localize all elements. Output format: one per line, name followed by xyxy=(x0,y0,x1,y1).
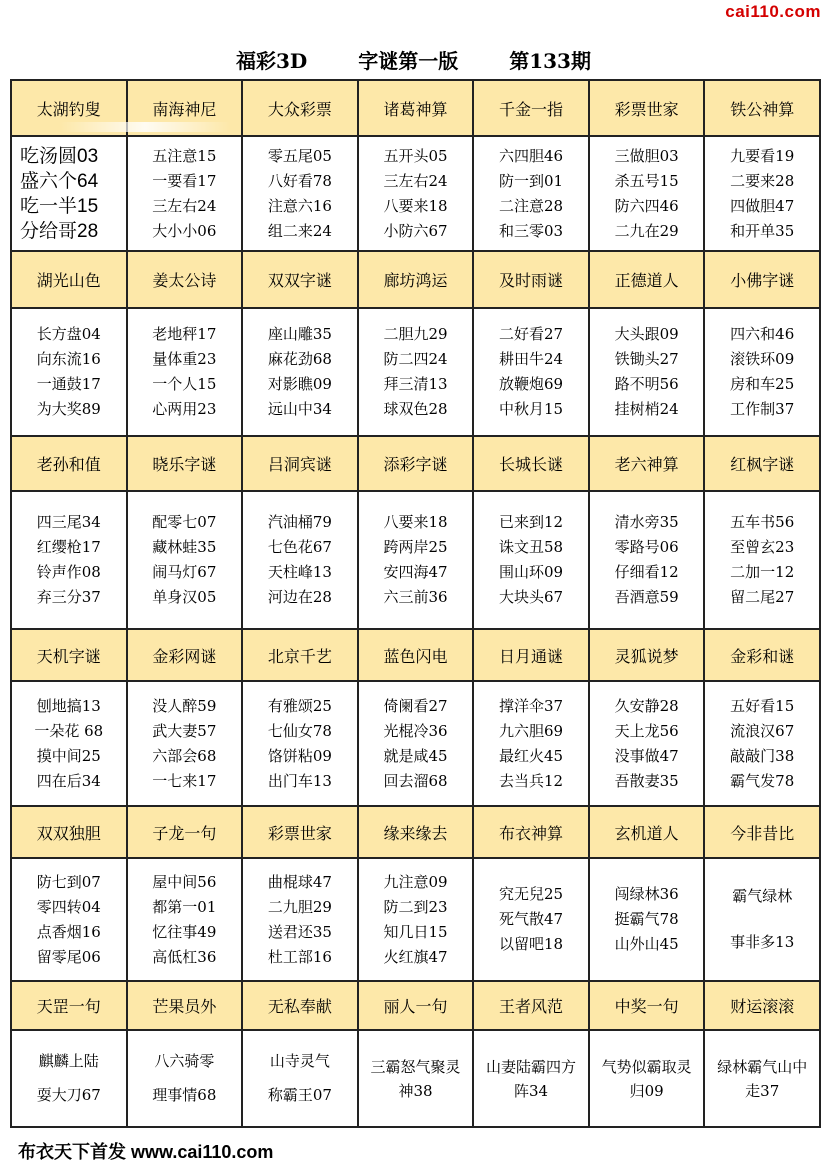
riddle-line: 放鞭炮69 xyxy=(499,375,564,393)
riddle-cell xyxy=(590,859,706,982)
riddle-line: 耕田牛24 xyxy=(499,350,564,368)
riddle-line: 和开单35 xyxy=(730,221,795,240)
riddle-line: 仔细看12 xyxy=(614,563,679,581)
riddle-line: 安四海47 xyxy=(383,563,448,581)
riddle-line: 麒麟上陆 xyxy=(38,1052,99,1071)
riddle-cell xyxy=(243,682,359,807)
riddle-line: 至曾玄23 xyxy=(730,538,795,556)
riddle-line: 九六胆69 xyxy=(499,721,564,740)
riddle-line: 天柱峰13 xyxy=(267,563,332,581)
riddle-cell xyxy=(359,137,475,252)
riddle-line: 四三尾34 xyxy=(36,513,101,531)
riddle-line: 三霸怒气聚灵神38 xyxy=(370,1057,461,1100)
riddle-line: 山外山45 xyxy=(614,935,679,953)
riddle-line: 挂树梢24 xyxy=(614,400,679,418)
riddle-line: 铃声作08 xyxy=(36,563,101,581)
riddle-line: 铁锄头27 xyxy=(614,350,679,368)
riddle-line: 九注意09 xyxy=(383,872,448,891)
riddle-line: 六四胆46 xyxy=(499,146,564,165)
column-header: 长城长谜 xyxy=(474,437,590,492)
column-header: 中奖一句 xyxy=(590,982,706,1031)
riddle-line: 球双色28 xyxy=(383,400,448,418)
riddle-line: 事非多13 xyxy=(730,933,795,952)
issue-number: 第133期 xyxy=(509,49,591,73)
riddle-cell xyxy=(705,859,821,982)
riddle-line: 闹马灯67 xyxy=(152,563,217,581)
riddle-cell xyxy=(359,492,475,630)
riddle-cell xyxy=(474,309,590,437)
column-header: 正德道人 xyxy=(590,252,706,309)
riddle-line: 远山中34 xyxy=(267,400,332,418)
column-header: 添彩字谜 xyxy=(359,437,475,492)
column-header: 天机字谜 xyxy=(12,630,128,682)
riddle-line: 房和车25 xyxy=(730,375,795,393)
riddle-line: 分给哥28 xyxy=(20,220,99,242)
riddle-line: 四做胆47 xyxy=(730,196,795,215)
riddle-line: 曲棍球47 xyxy=(267,872,332,891)
riddle-line: 闯绿林36 xyxy=(614,885,679,903)
riddle-line: 八六骑零 xyxy=(154,1052,215,1071)
riddle-line: 诛文丑58 xyxy=(499,538,564,556)
riddle-cell xyxy=(128,309,244,437)
riddle-line: 拜三清13 xyxy=(383,375,448,393)
riddle-cell xyxy=(128,492,244,630)
riddle-line: 滚铁环09 xyxy=(730,350,795,368)
column-header: 湖光山色 xyxy=(12,252,128,309)
column-header: 千金一指 xyxy=(474,81,590,137)
riddle-cell xyxy=(12,492,128,630)
riddle-line: 出门车13 xyxy=(267,771,332,790)
column-header: 今非昔比 xyxy=(705,807,821,859)
riddle-line: 理事情68 xyxy=(152,1085,217,1104)
riddle-line: 气势似霸取灵归09 xyxy=(601,1057,692,1100)
riddle-line: 已来到12 xyxy=(499,513,564,531)
riddle-cell xyxy=(243,859,359,982)
riddle-line: 没事做47 xyxy=(614,746,679,765)
column-header: 日月通谜 xyxy=(474,630,590,682)
riddle-cell xyxy=(474,859,590,982)
riddle-line: 二加一12 xyxy=(730,563,795,581)
riddle-line: 为大奖89 xyxy=(36,400,101,418)
riddle-cell xyxy=(12,1031,128,1128)
riddle-line: 摸中间25 xyxy=(36,746,101,765)
riddle-line: 弃三分37 xyxy=(36,588,101,606)
riddle-line: 防六四46 xyxy=(614,196,679,215)
riddle-line: 盛六个64 xyxy=(20,170,99,192)
riddle-line: 六部会68 xyxy=(152,746,217,765)
column-header: 彩票世家 xyxy=(243,807,359,859)
column-header: 小佛字谜 xyxy=(705,252,821,309)
riddle-line: 河边在28 xyxy=(267,588,332,606)
riddle-line: 知几日15 xyxy=(383,922,448,941)
riddle-line: 霸气绿林 xyxy=(732,886,793,905)
riddle-line: 流浪汉67 xyxy=(730,721,795,740)
riddle-cell xyxy=(359,1031,475,1128)
riddle-cell xyxy=(243,1031,359,1128)
riddle-line: 称霸王07 xyxy=(267,1085,332,1104)
riddle-line: 量体重23 xyxy=(152,350,217,368)
edition-title: 字谜第一版 xyxy=(358,49,459,73)
riddle-cell xyxy=(12,137,128,252)
riddle-cell xyxy=(590,682,706,807)
riddle-line: 防一到01 xyxy=(499,171,564,190)
riddle-line: 九要看19 xyxy=(730,146,795,165)
riddle-line: 注意六16 xyxy=(267,196,332,215)
riddle-line: 麻花劲68 xyxy=(267,350,332,368)
riddle-line: 就是咸45 xyxy=(383,746,448,765)
riddle-line: 火红旗47 xyxy=(383,947,448,966)
riddle-cell xyxy=(243,137,359,252)
riddle-line: 以留吧18 xyxy=(499,935,564,953)
riddle-line: 三做胆03 xyxy=(614,146,679,165)
riddle-line: 零路号06 xyxy=(614,538,679,556)
riddle-line: 五注意15 xyxy=(152,146,217,165)
riddle-line: 霸气发78 xyxy=(730,771,795,790)
riddle-line: 五车书56 xyxy=(730,513,795,531)
riddle-line: 有雅颂25 xyxy=(267,696,332,715)
riddle-line: 倚阑看27 xyxy=(383,696,448,715)
column-header: 金彩和谜 xyxy=(705,630,821,682)
riddle-line: 留零尾06 xyxy=(36,947,101,966)
riddle-cell xyxy=(705,1031,821,1128)
column-header: 姜太公诗 xyxy=(128,252,244,309)
column-header: 老孙和值 xyxy=(12,437,128,492)
riddle-cell xyxy=(474,1031,590,1128)
riddle-line: 耍大刀67 xyxy=(36,1085,101,1104)
riddle-line: 二九胆29 xyxy=(267,897,332,916)
riddle-line: 杜工部16 xyxy=(267,947,332,966)
riddle-line: 二九在29 xyxy=(614,221,679,240)
riddle-line: 防二到23 xyxy=(383,897,448,916)
riddle-line: 三左右24 xyxy=(383,171,448,190)
riddle-line: 大头跟09 xyxy=(614,325,679,343)
riddle-line: 单身汉05 xyxy=(152,588,217,606)
riddle-line: 防七到07 xyxy=(36,872,101,891)
riddle-line: 汽油桶79 xyxy=(267,513,332,531)
riddle-line: 都第一01 xyxy=(152,897,217,916)
riddle-line: 高低杠36 xyxy=(152,947,217,966)
scan-smudge xyxy=(60,122,230,132)
riddle-line: 饹饼粘09 xyxy=(267,746,332,765)
column-header: 太湖钓叟 xyxy=(12,81,128,137)
riddle-cell xyxy=(705,682,821,807)
riddle-line: 没人醉59 xyxy=(152,696,217,715)
riddle-cell xyxy=(359,859,475,982)
riddle-line: 八好看78 xyxy=(267,171,332,190)
riddle-line: 大小小06 xyxy=(152,221,217,240)
riddle-line: 跨两岸25 xyxy=(383,538,448,556)
column-header: 红枫字谜 xyxy=(705,437,821,492)
riddle-cell xyxy=(12,309,128,437)
riddle-line: 吃汤圆03 xyxy=(20,145,99,167)
column-header: 北京千艺 xyxy=(243,630,359,682)
riddle-line: 组二来24 xyxy=(267,221,332,240)
riddle-line: 红缨枪17 xyxy=(36,538,101,556)
riddle-line: 和三零03 xyxy=(499,221,564,240)
riddle-line: 二好看27 xyxy=(499,325,564,343)
column-header: 双双字谜 xyxy=(243,252,359,309)
riddle-line: 最红火45 xyxy=(499,746,564,765)
riddle-cell xyxy=(128,859,244,982)
riddle-cell xyxy=(705,309,821,437)
riddle-line: 山寺灵气 xyxy=(269,1052,330,1071)
riddle-cell xyxy=(128,682,244,807)
riddle-line: 撑洋伞37 xyxy=(499,696,564,715)
riddle-cell xyxy=(12,682,128,807)
riddle-line: 一七来17 xyxy=(152,771,217,790)
riddle-line: 山妻陆霸四方阵34 xyxy=(486,1057,577,1100)
riddle-line: 中秋月15 xyxy=(499,400,564,418)
riddle-line: 老地秤17 xyxy=(152,325,217,343)
riddle-line: 防二四24 xyxy=(383,350,448,368)
riddle-line: 八要来18 xyxy=(383,196,448,215)
riddle-cell xyxy=(590,492,706,630)
riddle-cell xyxy=(128,137,244,252)
column-header: 老六神算 xyxy=(590,437,706,492)
riddle-cell xyxy=(474,137,590,252)
lottery-name: 福彩3D xyxy=(236,49,308,73)
column-header: 晓乐字谜 xyxy=(128,437,244,492)
column-header: 廊坊鸿运 xyxy=(359,252,475,309)
riddle-line: 二要来28 xyxy=(730,171,795,190)
column-header: 财运滚滚 xyxy=(705,982,821,1031)
riddle-cell xyxy=(705,137,821,252)
riddle-line: 一要看17 xyxy=(152,171,217,190)
column-header: 布衣神算 xyxy=(474,807,590,859)
riddle-cell xyxy=(128,1031,244,1128)
riddle-line: 四在后34 xyxy=(36,771,101,790)
riddle-line: 配零七07 xyxy=(152,513,217,531)
riddle-cell xyxy=(243,492,359,630)
riddle-line: 向东流16 xyxy=(36,350,101,368)
riddle-line: 光棍冷36 xyxy=(383,721,448,740)
riddle-line: 吾散妻35 xyxy=(614,771,679,790)
riddle-line: 去当兵12 xyxy=(499,771,564,790)
riddle-line: 工作制37 xyxy=(730,400,795,418)
column-header: 芒果员外 xyxy=(128,982,244,1031)
riddle-cell xyxy=(474,492,590,630)
riddle-line: 二注意28 xyxy=(499,196,564,215)
riddle-line: 三左右24 xyxy=(152,196,217,215)
riddle-cell xyxy=(590,137,706,252)
riddle-line: 清水旁35 xyxy=(614,513,679,531)
column-header: 无私奉献 xyxy=(243,982,359,1031)
riddle-line: 小防六67 xyxy=(383,221,448,240)
riddle-line: 藏林蛙35 xyxy=(152,538,217,556)
riddle-line: 五开头05 xyxy=(383,146,448,165)
column-header: 蓝色闪电 xyxy=(359,630,475,682)
riddle-line: 二胆九29 xyxy=(383,325,448,343)
column-header: 铁公神算 xyxy=(705,81,821,137)
riddle-line: 挺霸气78 xyxy=(614,910,679,928)
riddle-line: 八要来18 xyxy=(383,513,448,531)
column-header: 双双独胆 xyxy=(12,807,128,859)
riddle-line: 心两用23 xyxy=(152,400,217,418)
riddle-cell xyxy=(243,309,359,437)
riddle-line: 死气散47 xyxy=(499,910,564,928)
riddle-line: 究无兒25 xyxy=(499,885,564,903)
riddle-line: 敲敲门38 xyxy=(730,746,795,765)
site-logo-text[interactable]: cai110.com xyxy=(725,2,821,21)
riddle-cell xyxy=(590,1031,706,1128)
riddle-line: 吾酒意59 xyxy=(614,588,679,606)
riddle-cell xyxy=(474,682,590,807)
riddle-line: 一通鼓17 xyxy=(36,375,101,393)
riddle-line: 零五尾05 xyxy=(267,146,332,165)
riddle-line: 天上龙56 xyxy=(614,721,679,740)
riddle-line: 座山雕35 xyxy=(267,325,332,343)
riddle-cell xyxy=(705,492,821,630)
column-header: 丽人一句 xyxy=(359,982,475,1031)
column-header: 吕洞宾谜 xyxy=(243,437,359,492)
column-header: 天罡一句 xyxy=(12,982,128,1031)
riddle-line: 屋中间56 xyxy=(152,872,217,891)
riddle-line: 刨地搞13 xyxy=(36,696,101,715)
riddle-line: 四六和46 xyxy=(730,325,795,343)
riddle-line: 路不明56 xyxy=(614,375,679,393)
riddle-cell xyxy=(359,682,475,807)
riddle-line: 围山环09 xyxy=(499,563,564,581)
riddle-line: 对影瞧09 xyxy=(267,375,332,393)
riddle-line: 杀五号15 xyxy=(614,171,679,190)
riddle-line: 吃一半15 xyxy=(20,195,99,217)
riddle-line: 七色花67 xyxy=(267,538,332,556)
riddle-line: 久安静28 xyxy=(614,696,679,715)
riddle-line: 忆往事49 xyxy=(152,922,217,941)
riddle-cell xyxy=(12,859,128,982)
column-header: 彩票世家 xyxy=(590,81,706,137)
riddle-line: 送君还35 xyxy=(267,922,332,941)
riddle-line: 大块头67 xyxy=(499,588,564,606)
riddle-line: 点香烟16 xyxy=(36,922,101,941)
footer-credit[interactable]: 布衣天下首发 www.cai110.com xyxy=(0,1137,360,1169)
riddle-line: 七仙女78 xyxy=(267,721,332,740)
column-header: 子龙一句 xyxy=(128,807,244,859)
page-title xyxy=(0,45,827,74)
column-header: 灵狐说梦 xyxy=(590,630,706,682)
column-header: 大众彩票 xyxy=(243,81,359,137)
riddle-cell xyxy=(359,309,475,437)
riddle-cell xyxy=(590,309,706,437)
riddle-line: 武大妻57 xyxy=(152,721,217,740)
riddle-line: 长方盘04 xyxy=(36,325,101,343)
riddle-line: 一朵花 68 xyxy=(34,721,104,740)
column-header: 缘来缘去 xyxy=(359,807,475,859)
column-header: 金彩网谜 xyxy=(128,630,244,682)
riddle-line: 留二尾27 xyxy=(730,588,795,606)
column-header: 南海神尼 xyxy=(128,81,244,137)
column-header: 玄机道人 xyxy=(590,807,706,859)
riddle-line: 零四转04 xyxy=(36,897,101,916)
column-header: 及时雨谜 xyxy=(474,252,590,309)
riddle-line: 六三前36 xyxy=(383,588,448,606)
riddle-line: 一个人15 xyxy=(152,375,217,393)
riddle-line: 回去溜68 xyxy=(383,771,448,790)
column-header: 王者风范 xyxy=(474,982,590,1031)
riddle-table xyxy=(10,79,821,1128)
riddle-line: 五好看15 xyxy=(730,696,795,715)
column-header: 诸葛神算 xyxy=(359,81,475,137)
riddle-line: 绿林霸气山中走37 xyxy=(717,1057,808,1100)
